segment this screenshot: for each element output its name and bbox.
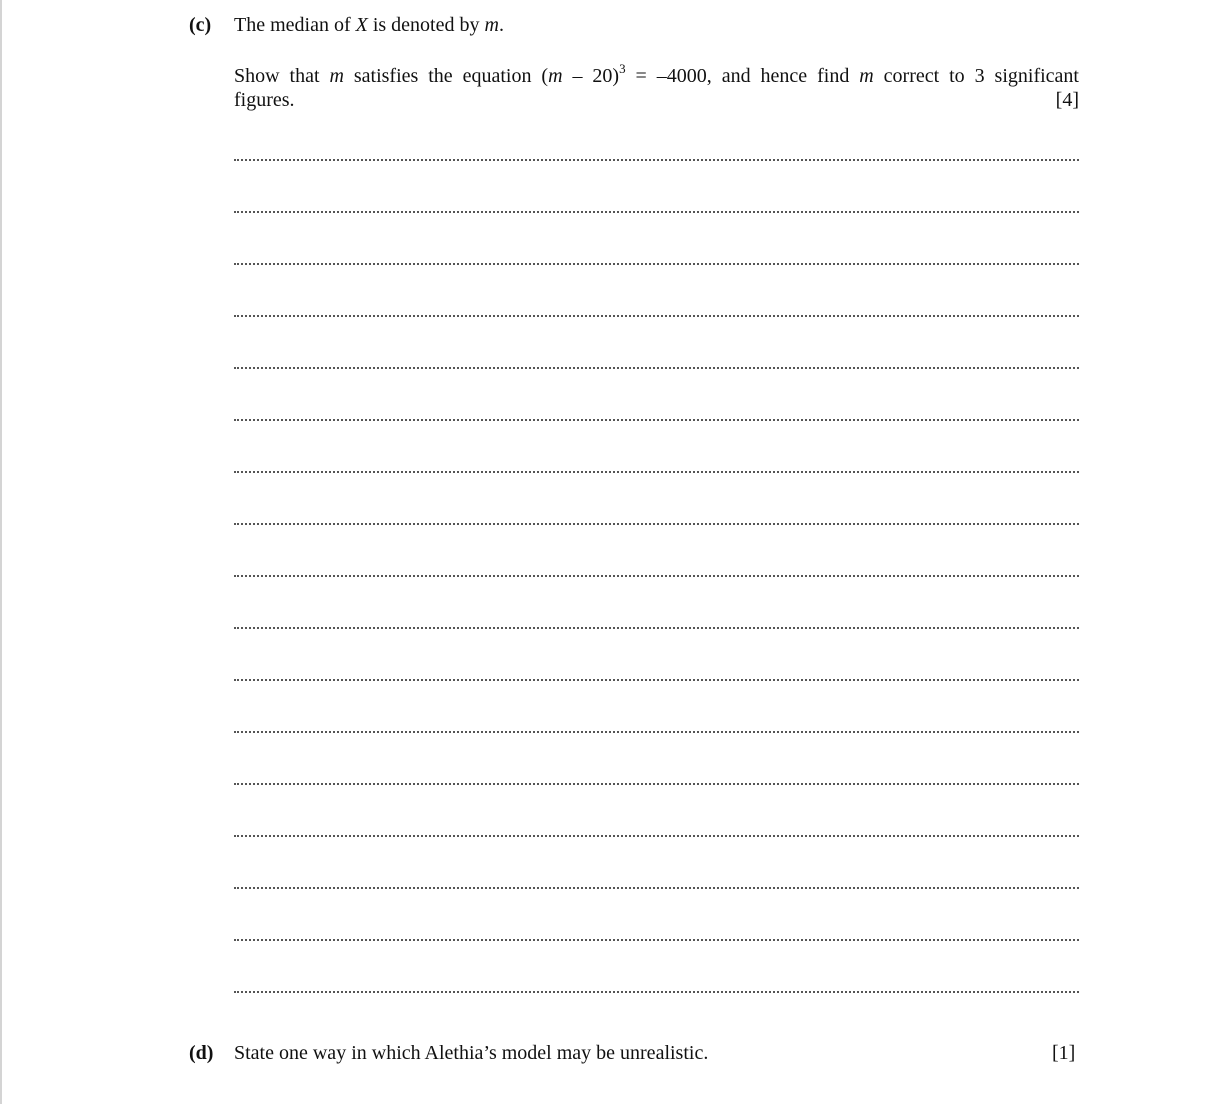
answer-line[interactable]: [234, 254, 1079, 306]
part-d-question: State one way in which Alethia’s model may be unrealistic.: [234, 1042, 709, 1064]
answer-line[interactable]: [234, 410, 1079, 462]
answer-line[interactable]: [234, 150, 1079, 202]
part-d-label: (d): [189, 1042, 214, 1064]
answer-line[interactable]: [234, 722, 1079, 774]
part-d-marks: [1]: [1052, 1042, 1076, 1064]
page-left-edge: [0, 0, 2, 1104]
answer-line[interactable]: [234, 462, 1079, 514]
answer-line[interactable]: [234, 306, 1079, 358]
part-c-intro: The median of X is denoted by m.: [234, 14, 504, 36]
part-c-question-end: figures.: [234, 89, 295, 111]
answer-line[interactable]: [234, 826, 1079, 878]
part-c-label: (c): [189, 14, 212, 36]
answer-line[interactable]: [234, 514, 1079, 566]
answer-line[interactable]: [234, 670, 1079, 722]
answer-line[interactable]: [234, 618, 1079, 670]
part-c-answer-area[interactable]: [234, 150, 1079, 1034]
answer-line[interactable]: [234, 930, 1079, 982]
part-c-question-line2: [234, 88, 1079, 112]
answer-line[interactable]: [234, 774, 1079, 826]
answer-line[interactable]: [234, 566, 1079, 618]
part-c-question-line1: Show that m satisfies the equation (m – 20)$^3$ = –4000, and hence find m correct to 3 significant: [234, 61, 1079, 87]
answer-line[interactable]: [234, 202, 1079, 254]
answer-line[interactable]: [234, 358, 1079, 410]
answer-line[interactable]: [234, 878, 1079, 930]
part-c-marks: [4]: [1055, 89, 1079, 111]
answer-line[interactable]: [234, 982, 1079, 1034]
